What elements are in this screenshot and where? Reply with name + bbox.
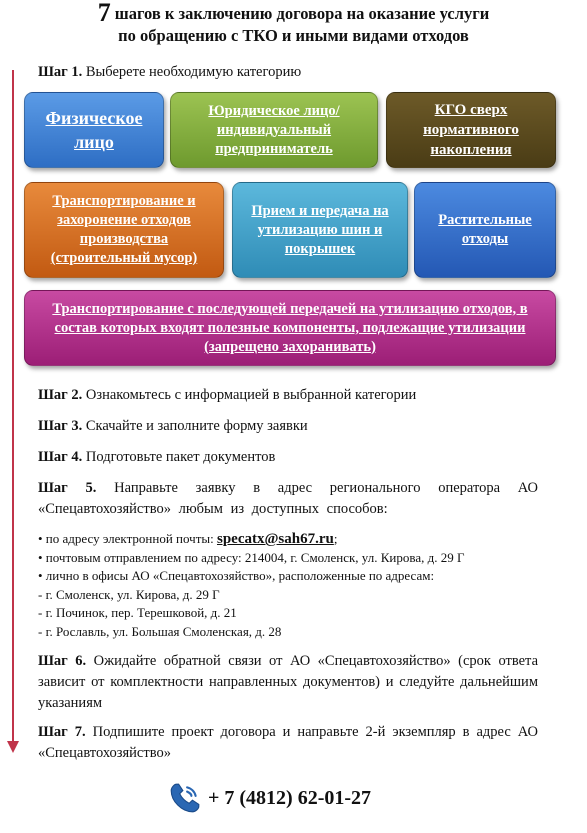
step-5 — [38, 478, 538, 520]
step-6 — [38, 651, 538, 714]
category-tires[interactable] — [232, 182, 408, 278]
office-smolensk: - г. Смоленск, ул. Кирова, д. 29 Г — [38, 586, 220, 602]
title-line2: по обращению с ТКО и иными видами отходов — [118, 26, 469, 45]
step-7-label: Шаг 7. — [38, 724, 86, 740]
step-5-label: Шаг 5. — [38, 480, 97, 496]
method-email-prefix: • по адресу электронной почты: — [38, 531, 217, 546]
phone-icon — [168, 781, 202, 815]
step-5-text: Направьте заявку в адрес регионального оператора АО «Спецавтохозяйство» любым из доступных способов: — [38, 480, 538, 517]
step-7-text: Подпишите проект договора и направьте 2-й экземпляр в адрес АО «Спецавтохозяйство» — [38, 724, 538, 761]
step-3-label: Шаг 3. — [38, 418, 83, 434]
step-4 — [38, 447, 538, 467]
category-tires-label: Прием и передача на утилизацию шин и покрышек — [251, 202, 389, 257]
step-7 — [38, 722, 538, 764]
step-1-text: Выберете необходимую категорию — [85, 64, 302, 80]
step-3 — [38, 416, 538, 436]
category-plant-waste[interactable] — [414, 182, 556, 278]
category-individual[interactable] — [24, 92, 164, 168]
phone-number: + 7 (4812) 62-01-27 — [208, 786, 372, 809]
office-roslavl: - г. Рославль, ул. Большая Смоленская, д. 28 — [38, 623, 282, 639]
timeline-arrow-head — [7, 741, 19, 753]
method-email — [38, 530, 548, 549]
category-individual-label: Физическое лицо — [45, 108, 143, 152]
contact-phone[interactable] — [168, 778, 371, 818]
step-4-label: Шаг 4. — [38, 449, 83, 465]
email-link[interactable]: specatx@sah67.ru — [216, 531, 334, 547]
office-pochinok: - г. Починок, пер. Терешковой, д. 21 — [38, 605, 237, 620]
category-plant-waste-label: Растительные отходы — [438, 212, 532, 247]
step-3-text: Скачайте и заполните форму заявки — [85, 418, 308, 434]
submission-methods — [38, 530, 548, 641]
method-email-suffix: ; — [333, 531, 338, 546]
step-2 — [38, 385, 538, 405]
title-line1: шагов к заключению договора на оказание услуги — [114, 4, 490, 23]
title-number: 7 — [97, 0, 111, 27]
category-bulky-waste-label: КГО сверх нормативного накопления — [423, 102, 519, 158]
step-2-label: Шаг 2. — [38, 387, 83, 403]
category-recyclable-waste[interactable] — [24, 290, 556, 366]
method-post: • почтовым отправлением по адресу: 214004, г. Смоленск, ул. Кирова, д. 29 Г — [38, 549, 465, 565]
category-recyclable-waste-label: Транспортирование с последующей передачей на утилизацию отходов, в состав которых входят полезные компоненты, подлежащие утилизации (запрещено захоранивать) — [52, 300, 528, 355]
category-legal-entity-label: Юридическое лицо/индивидуальный предприниматель — [208, 102, 340, 157]
timeline-arrow-line — [12, 70, 14, 745]
page-title — [0, 2, 587, 47]
category-construction-waste-label: Транспортирование и захоронение отходов производства (строительный мусор) — [50, 193, 198, 266]
step-6-label: Шаг 6. — [38, 653, 87, 669]
step-4-text: Подготовьте пакет документов — [85, 449, 276, 465]
category-bulky-waste[interactable] — [386, 92, 556, 168]
step-1 — [38, 62, 538, 82]
step-1-label: Шаг 1. — [38, 64, 83, 80]
category-construction-waste[interactable] — [24, 182, 224, 278]
step-2-text: Ознакомьтесь с информацией в выбранной категории — [85, 387, 417, 403]
step-6-text: Ожидайте обратной связи от АО «Спецавтохозяйство» (срок ответа зависит от комплектности направленных документов) и следуйте дальнейшим указаниям — [38, 653, 539, 711]
category-legal-entity[interactable] — [170, 92, 378, 168]
method-offices: • лично в офисы АО «Спецавтохозяйство», расположенные по адресам: — [38, 568, 435, 583]
